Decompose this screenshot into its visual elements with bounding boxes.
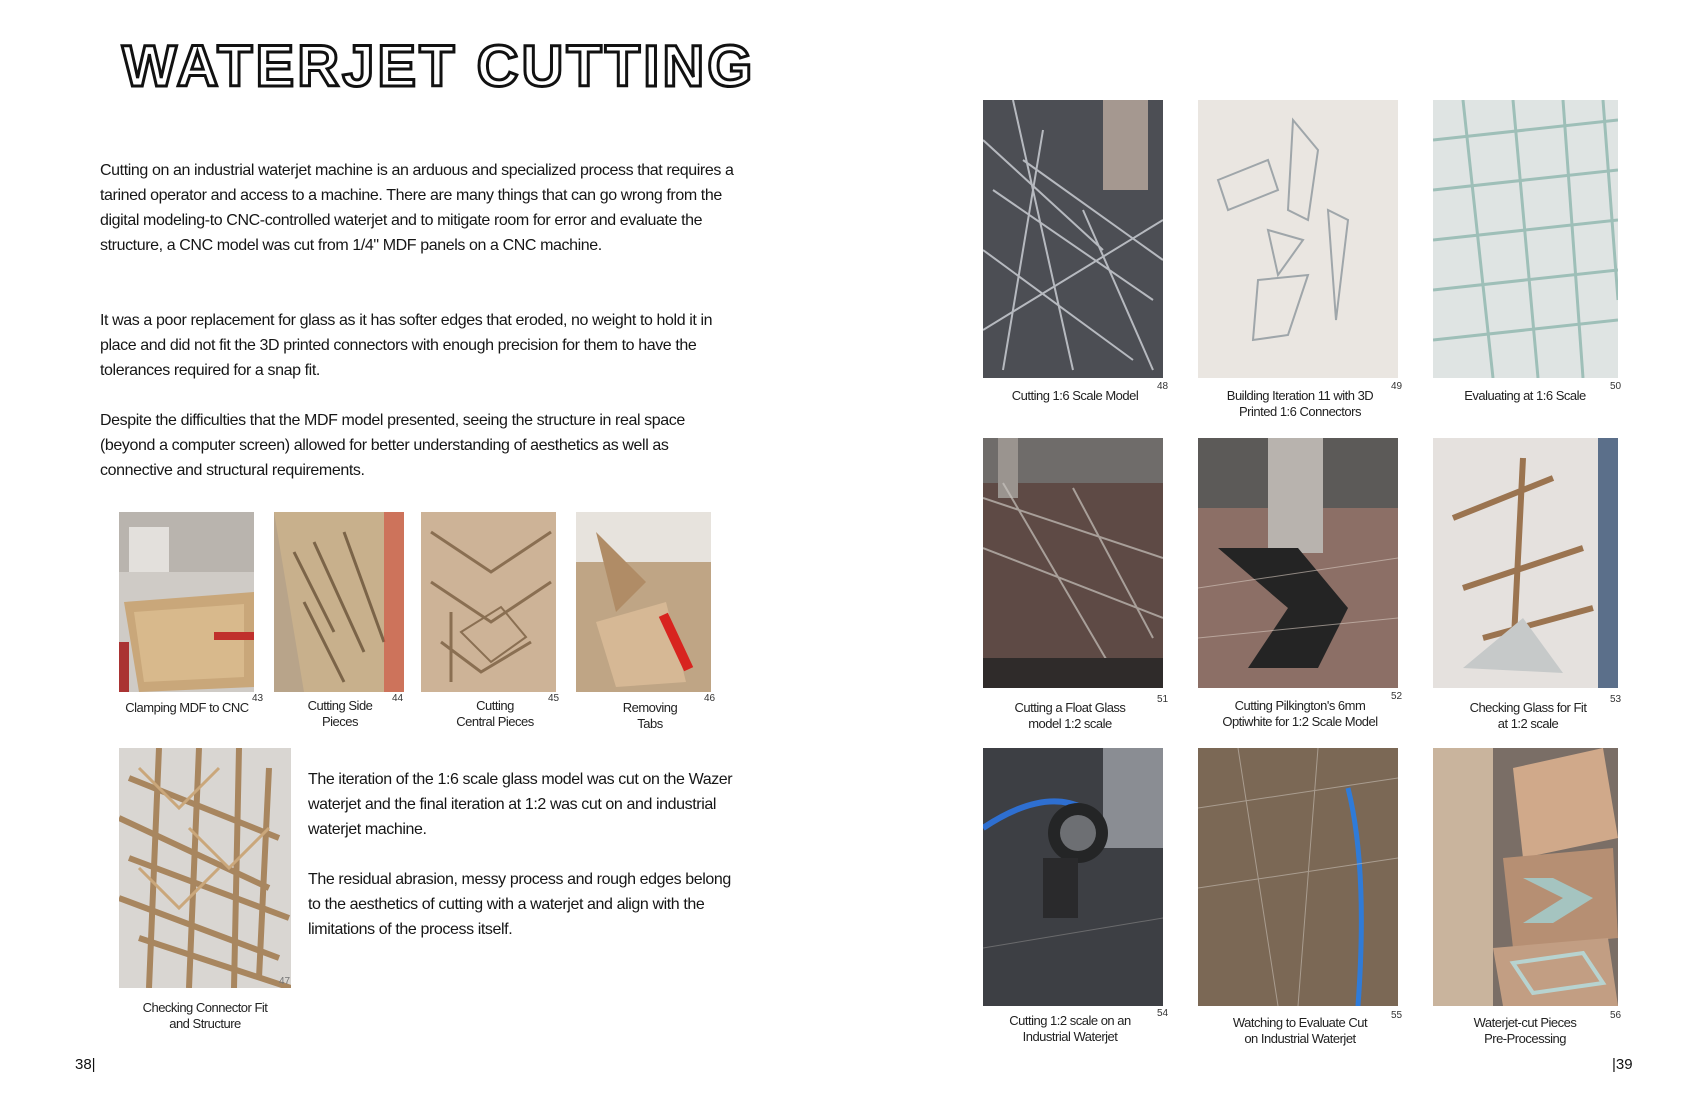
caption-53: Checking Glass for Fit at 1:2 scale — [1469, 700, 1587, 731]
caption-48: Cutting 1:6 Scale Model — [1011, 388, 1139, 403]
photo-pilkington — [1198, 438, 1398, 688]
fig-number-55: 55 — [1391, 1010, 1403, 1021]
intro-paragraph: Cutting on an industrial waterjet machine is an arduous and specialized process that requires a tarined operator and access to a machine. There are many things that can go wrong from the digital modeling-to CNC-controlled waterjet and to mitigate room for error and evaluate the structure, a CNC model was cut from 1/4" MDF panels on a CNC machine. — [100, 162, 734, 254]
photo-cutting-1-6 — [983, 100, 1163, 378]
fig-number-47: 47 — [279, 976, 291, 987]
page-title: WATERJET CUTTING — [122, 34, 756, 99]
caption-54: Cutting 1:2 scale on an Industrial Waterjet — [1009, 1013, 1131, 1044]
fig-number-43: 43 — [252, 693, 264, 704]
fig-number-52: 52 — [1391, 691, 1403, 702]
photo-float-glass — [983, 438, 1163, 688]
photo-clamping-mdf — [119, 512, 254, 692]
fig-number-53: 53 — [1610, 694, 1622, 705]
photo-waterjet-pieces — [1433, 748, 1618, 1006]
caption-47: Checking Connector Fit and Structure — [142, 1000, 268, 1031]
photo-cutting-side — [274, 512, 404, 692]
photo-building-iteration — [1198, 100, 1398, 378]
caption-51: Cutting a Float Glass model 1:2 scale — [1014, 700, 1126, 731]
photo-removing-tabs — [576, 512, 711, 692]
fig-number-51: 51 — [1157, 694, 1169, 705]
photo-industrial-cut — [983, 748, 1163, 1006]
caption-46: Removing Tabs — [622, 700, 678, 731]
caption-43: Clamping MDF to CNC — [125, 700, 249, 715]
mdf-paragraph: It was a poor replacement for glass as it has softer edges that eroded, no weight to hold it in place and did not fit the 3D printed connectors with enough precision for them to have the tolerances required for a snap fit. — [100, 312, 713, 379]
fig-number-49: 49 — [1391, 381, 1403, 392]
fig-number-48: 48 — [1157, 381, 1169, 392]
photo-checking-glass — [1433, 438, 1618, 688]
photo-cutting-central — [421, 512, 556, 692]
fig-number-56: 56 — [1610, 1010, 1622, 1021]
fig-number-44: 44 — [392, 693, 404, 704]
caption-50: Evaluating at 1:6 Scale — [1464, 388, 1586, 403]
caption-44: Cutting Side Pieces — [307, 698, 373, 729]
page-number-left: 38| — [75, 1056, 96, 1073]
fig-number-54: 54 — [1157, 1008, 1169, 1019]
side-paragraph-2: The residual abrasion, messy process and rough edges belong to the aesthetics of cutting with a waterjet and align with the limitations of the process itself. — [308, 871, 731, 938]
photo-watching-cut — [1198, 748, 1398, 1006]
fig-number-50: 50 — [1610, 381, 1622, 392]
fig-number-46: 46 — [704, 693, 716, 704]
despite-paragraph: Despite the difficulties that the MDF model presented, seeing the structure in real space (beyond a computer screen) allowed for better understanding of aesthetics as well as connective and structural requirements. — [100, 412, 685, 479]
caption-45: Cutting Central Pieces — [456, 698, 534, 729]
caption-55: Watching to Evaluate Cut on Industrial Waterjet — [1232, 1015, 1368, 1046]
side-paragraph-1: The iteration of the 1:6 scale glass model was cut on the Wazer waterjet and the final iteration at 1:2 was cut on and industrial waterjet machine. — [308, 771, 733, 838]
photo-evaluating-1-6 — [1433, 100, 1618, 378]
caption-52: Cutting Pilkington's 6mm Optiwhite for 1:2 Scale Model — [1222, 698, 1378, 729]
photo-connector-fit — [119, 748, 291, 988]
caption-56: Waterjet-cut Pieces Pre-Processing — [1473, 1015, 1577, 1046]
page-number-right: |39 — [1612, 1056, 1633, 1073]
fig-number-45: 45 — [548, 693, 560, 704]
caption-49: Building Iteration 11 with 3D Printed 1:6 Connectors — [1226, 388, 1374, 419]
